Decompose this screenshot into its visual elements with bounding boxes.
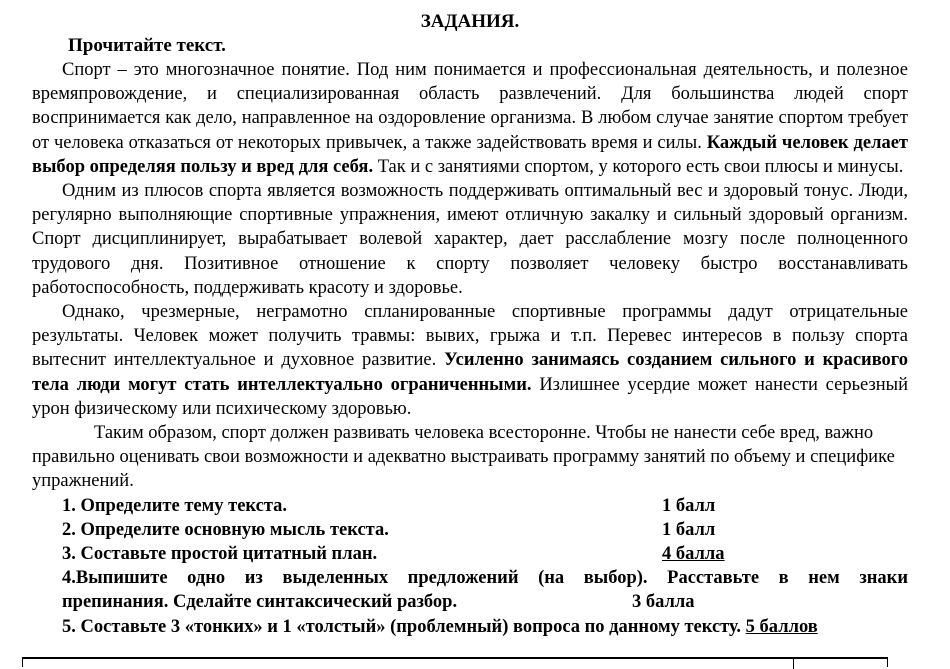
task-2-text: 2. Определите основную мысль текста. xyxy=(62,519,389,540)
task-1-points: 1 балл xyxy=(662,495,716,516)
task-4-points: 3 балла xyxy=(632,592,695,613)
task-1-text: 1. Определите тему текста. xyxy=(62,495,288,516)
paragraph-1-text-b: Так и с занятиями спортом, у которого есть свои плюсы и минусы. xyxy=(373,156,904,177)
answer-table-divider xyxy=(793,659,794,669)
task-4-text-line2: препинания. Сделайте синтаксический разбор. xyxy=(62,592,458,613)
task-item-4 xyxy=(32,566,908,614)
task-list xyxy=(32,494,908,639)
task-item-1 xyxy=(62,494,908,518)
paragraph-3-highlighted-sentence: Усиленно занимаясь созданием сильного и красивого тела люди могут стать интеллектуально ограниченными. xyxy=(32,350,908,395)
paragraph-1-text-a: Спорт – это многозначное понятие. Под ним понимается и профессиональная деятельность, и полезное времяпровождение, и специализированная область развлечений. Для большинства людей спорт воспринимается как дело, направленное на оздоровление организма. В любом случае занятие спортом требует от человека отказаться от некоторых привычек, а также задействовать время и силы. xyxy=(32,60,908,153)
task-2-points: 1 балл xyxy=(662,519,716,540)
task-item-2 xyxy=(62,518,908,542)
instruction-heading: Прочитайте текст. xyxy=(68,35,226,56)
task-item-3 xyxy=(62,542,908,566)
answer-table-top xyxy=(22,657,888,667)
paragraph-4: Таким образом, спорт должен развивать человека всесторонне. Чтобы не нанести себе вред, важно правильно оценивать свои возможности и адекватно выстраивать программу занятий по объему и специфике упражнений. xyxy=(32,423,895,492)
task-4-text-line1: 4.Выпишите одно из выделенных предложений (на выбор). Расставьте в нем знаки xyxy=(62,568,908,589)
paragraph-3-text-b: Излишнее усердие может нанести серьезный урон физическому или психическому здоровью. xyxy=(32,374,908,419)
paragraph-3-text-a: Однако, чрезмерные, неграмотно спланированные спортивные программы дадут отрицательные результаты. Человек может получить травмы: вывих, грыжа и т.п. Перевес интересов в пользу спорта вытеснит интеллектуальное и духовное развитие. xyxy=(32,302,908,371)
task-item-5 xyxy=(62,615,908,639)
document-page xyxy=(32,10,908,639)
paragraph-2: Одним из плюсов спорта является возможность поддерживать оптимальный вес и здоровый тонус. Люди, регулярно выполняющие спортивные упражнения, имеют отличную закалку и сильный здоровый организм. Спорт дисциплинирует, вырабатывает волевой характер, дает расслабление мозгу после полноценного трудового дня. Позитивное отношение к спорту позволяет человеку быстро восстанавливать работоспособность, поддерживать красоту и здоровье. xyxy=(32,181,908,298)
paragraph-1 xyxy=(32,58,908,179)
paragraph-1-highlighted-sentence: Каждый человек делает выбор определяя пользу и вред для себя. xyxy=(32,132,908,177)
task-4-line2 xyxy=(62,590,908,614)
paragraph-3 xyxy=(32,300,908,421)
page-title: ЗАДАНИЯ. xyxy=(420,11,520,32)
task-3-points: 4 балла xyxy=(662,544,725,565)
task-5-text: 5. Составьте 3 «тонких» и 1 «толстый» (проблемный) вопроса по данному тексту. xyxy=(62,616,742,637)
task-5-points: 5 баллов xyxy=(745,616,818,637)
task-3-text: 3. Составьте простой цитатный план. xyxy=(62,544,378,565)
